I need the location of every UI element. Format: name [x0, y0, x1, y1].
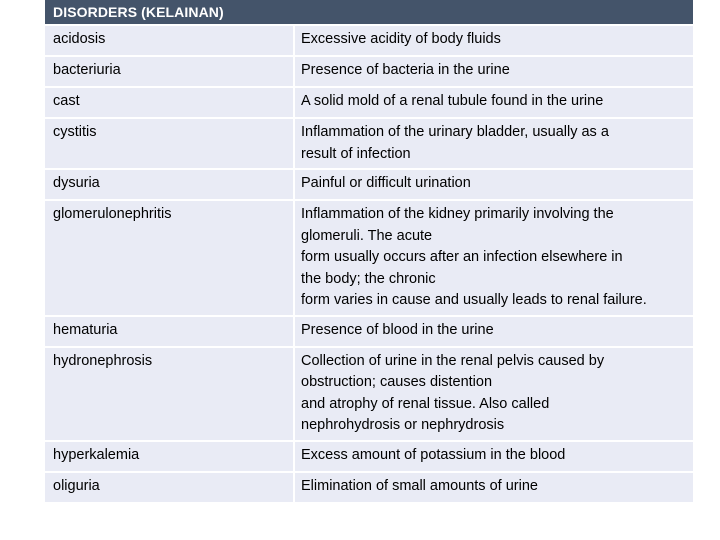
table-row [45, 348, 693, 442]
table-row [45, 88, 693, 119]
table-row [45, 26, 693, 57]
term-cell: hydronephrosis [45, 348, 293, 442]
term-cell: cast [45, 88, 293, 119]
table-row [45, 442, 693, 473]
definition-line: nephrohydrosis or nephrydrosis [301, 417, 505, 433]
table-row [45, 119, 693, 170]
definition-cell [293, 119, 693, 170]
table-header-row [45, 0, 693, 26]
definition-cell: Excess amount of potassium in the blood [293, 442, 693, 473]
term-cell: hematuria [45, 317, 293, 348]
definition-cell: Presence of blood in the urine [293, 317, 693, 348]
term-cell: cystitis [45, 119, 293, 170]
disorders-table-container [45, 0, 693, 504]
definition-line: obstruction; causes distention [301, 374, 493, 390]
definition-cell: Presence of bacteria in the urine [293, 57, 693, 88]
definition-cell: Painful or difficult urination [293, 170, 693, 201]
table-row [45, 170, 693, 201]
definition-line: the body; the chronic [301, 270, 436, 287]
table-header: DISORDERS (KELAINAN) [45, 0, 693, 26]
definition-line: result of infection [301, 145, 411, 162]
table-row [45, 317, 693, 348]
definition-cell: A solid mold of a renal tubule found in the urine [293, 88, 693, 119]
term-cell: hyperkalemia [45, 442, 293, 473]
definition-line: Collection of urine in the renal pelvis caused by [301, 352, 605, 369]
term-cell: acidosis [45, 26, 293, 57]
definition-cell: Elimination of small amounts of urine [293, 473, 693, 504]
definition-cell [293, 348, 693, 442]
term-cell: glomerulonephritis [45, 201, 293, 317]
table-row [45, 201, 693, 317]
term-cell: oliguria [45, 473, 293, 504]
definition-line: and atrophy of renal tissue. Also called [301, 395, 550, 412]
disorders-table [45, 0, 693, 504]
definition-cell: Excessive acidity of body fluids [293, 26, 693, 57]
term-cell: bacteriuria [45, 57, 293, 88]
definition-line: Inflammation of the kidney primarily involving the [301, 206, 614, 222]
definition-line: form usually occurs after an infection elsewhere in [301, 249, 623, 265]
definition-line: glomeruli. The acute [301, 227, 433, 244]
term-cell: dysuria [45, 170, 293, 201]
definition-line: Inflammation of the urinary bladder, usually as a [301, 124, 609, 140]
table-row [45, 57, 693, 88]
definition-cell [293, 201, 693, 317]
definition-line: form varies in cause and usually leads to renal failure. [301, 292, 647, 308]
table-row [45, 473, 693, 504]
